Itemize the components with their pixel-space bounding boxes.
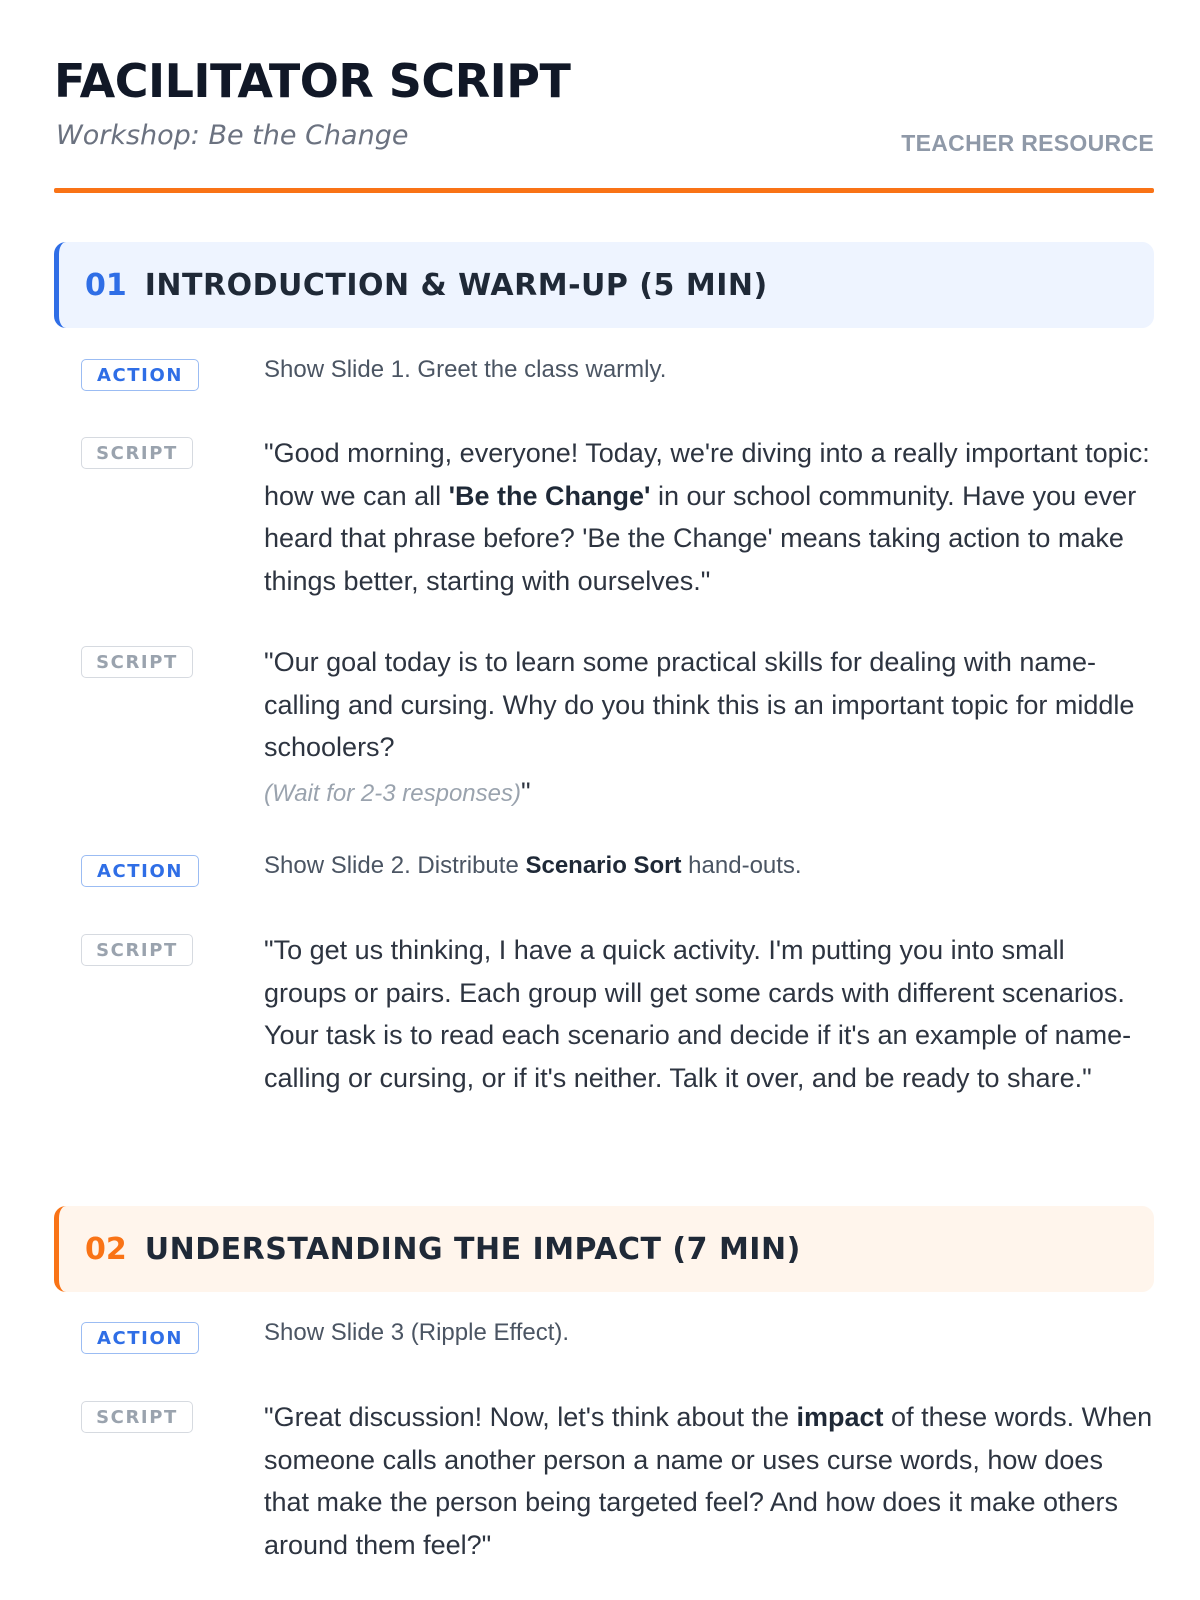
script-text-part: of these words. When someone calls another person a name or uses curse words, how does that make the person being targeted feel? And how does it make others around them feel?" (264, 1402, 1153, 1560)
script-text-emphasis: 'Be the Change' (448, 480, 651, 511)
workshop-subtitle: Workshop: Be the Change (56, 120, 409, 151)
section-number: 02 (85, 1231, 127, 1267)
script-text-part: "Our goal today is to learn some practical skills for dealing with name-calling and cursing. Why do you think this is an important topic for middle schoolers? (264, 647, 1135, 762)
section-number: 01 (85, 267, 127, 303)
script-text (264, 1396, 1154, 1566)
action-text-part: hand-outs. (681, 852, 802, 879)
resource-label: TEACHER RESOURCE (901, 130, 1154, 156)
section-header-01 (54, 242, 1154, 328)
section-header-02 (54, 1206, 1154, 1292)
script-text-emphasis: impact (796, 1402, 884, 1432)
script-text-part: in our school community. Have you ever heard that phrase before? 'Be the Change' means taking action to make things better, starting with ourselves." (264, 480, 1137, 596)
section-title: INTRODUCTION & WARM-UP (5 MIN) (144, 267, 768, 303)
script-badge: SCRIPT (81, 437, 193, 469)
action-text: Show Slide 1. Greet the class warmly. (264, 356, 667, 383)
script-badge: SCRIPT (81, 646, 193, 678)
script-text-part: "Good morning, everyone! Today, we're diving into a really important topic: how we can all (264, 438, 1150, 511)
action-text (264, 850, 1154, 882)
section-title: UNDERSTANDING THE IMPACT (7 MIN) (144, 1231, 801, 1267)
action-badge: ACTION (81, 359, 199, 391)
script-text (264, 641, 1154, 817)
document-header (54, 0, 1154, 194)
stage-direction (264, 769, 1154, 817)
script-text (264, 432, 1154, 602)
action-text-part: Show Slide 2. Distribute (264, 852, 526, 879)
script-text-part: "Great discussion! Now, let's think about the (264, 1402, 797, 1432)
script-text: "To get us thinking, I have a quick activity. I'm putting you into small groups or pairs. Each group will get some cards with different scenarios. Your task is to read each scenario and decide if it's an example of name-calling or cursing, or if it's neither. Talk it over, and be ready to share." (264, 935, 1132, 1093)
action-badge: ACTION (81, 1322, 199, 1354)
header-divider (54, 188, 1154, 193)
action-badge: ACTION (81, 855, 199, 887)
script-badge: SCRIPT (81, 934, 193, 966)
action-text: Show Slide 3 (Ripple Effect). (264, 1319, 570, 1346)
facilitator-script-page (54, 0, 1154, 1560)
stage-direction-text: (Wait for 2-3 responses) (264, 779, 521, 807)
closing-quote: " (520, 776, 531, 807)
script-badge: SCRIPT (81, 1401, 193, 1433)
action-text-emphasis: Scenario Sort (525, 852, 682, 879)
page-title: FACILITATOR SCRIPT (54, 54, 571, 108)
